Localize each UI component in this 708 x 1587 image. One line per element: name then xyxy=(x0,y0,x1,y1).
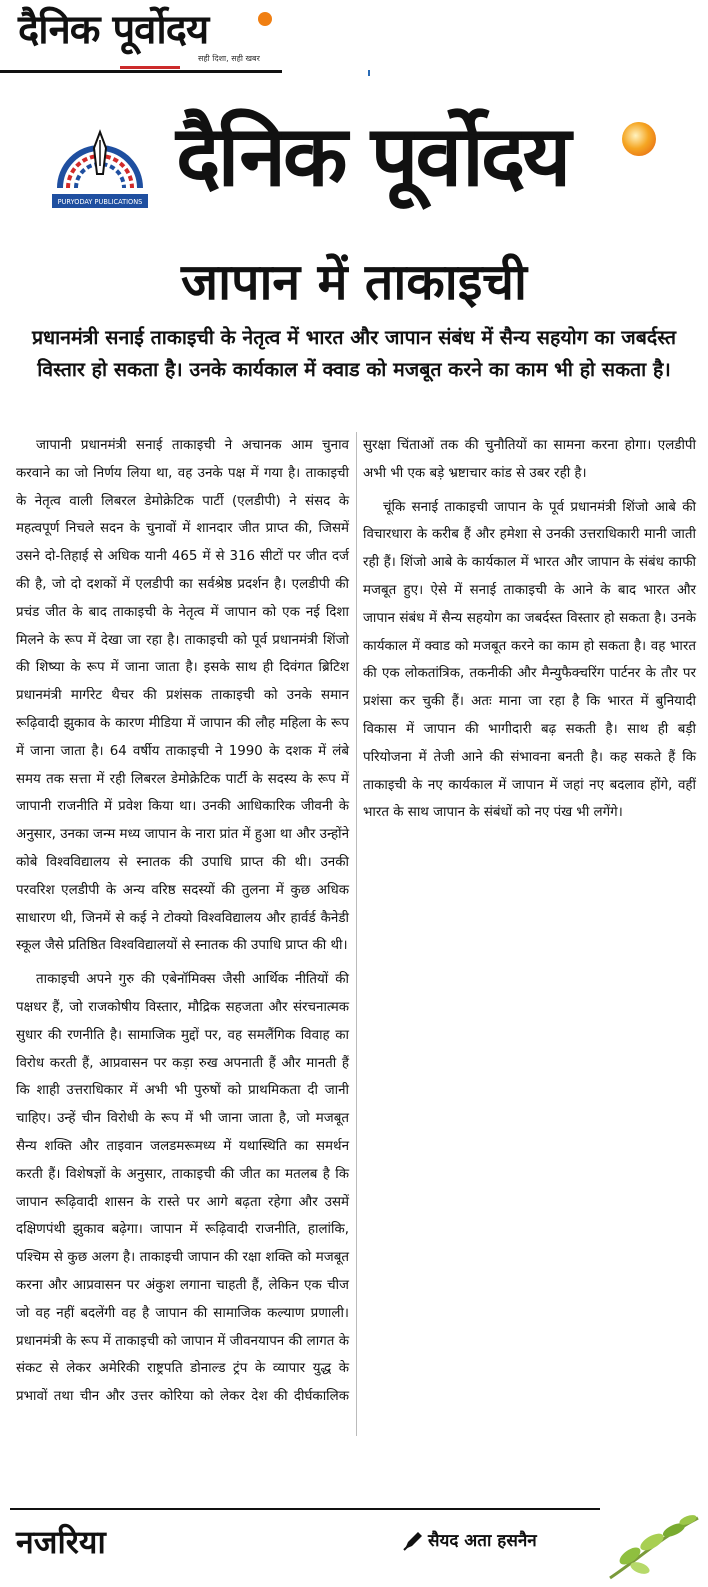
section-label: नजरिया xyxy=(16,1523,106,1561)
top-rule xyxy=(0,70,282,73)
article-body xyxy=(16,432,696,1436)
pen-icon xyxy=(402,1530,424,1552)
top-rule-accent xyxy=(120,66,180,69)
leaf-decoration-icon xyxy=(600,1498,704,1584)
sun-dot-icon xyxy=(258,12,272,26)
masthead-title: दैनिक पूर्वोदय xyxy=(176,107,569,205)
footer-rule xyxy=(10,1508,600,1510)
masthead-sun-icon xyxy=(622,122,656,156)
article-paragraph: जापानी प्रधानमंत्री सनाई ताकाइची ने अचानक आम चुनाव करवाने का जो निर्णय लिया था, वह उनके पक्ष में गया है। ताकाइची के नेतृत्व वाली लिबरल डेमोक्रेटिक पार्टी (एलडीपी) ने संसद के महत्वपूर्ण निचले सदन के चुनावों में शानदार जीत प्राप्त की, जिसमें उसने दो-तिहाई से अधिक यानी 465 में से 316 सीटों पर जीत दर्ज की है, जो दो दशकों में एलडीपी का सर्वश्रेष्ठ प्रदर्शन है। एलडीपी की प्रचंड जीत के बाद ताकाइची के नेतृत्व में जापान को एक नई दिशा मिलने के रूप में देखा जा रहा है। ताकाइची को पूर्व प्रधानमंत्री शिंजो की शिष्या के रूप में जाना जाता है। इसके साथ ही दिवंगत ब्रिटिश प्रधानमंत्री मार्गरेट थैचर की प्रशंसक ताकाइची को उनके समान रूढ़िवादी झुकाव के कारण मीडिया में जापान की लौह महिला के रूप में जाना जाता है। 64 वर्षीय ताकाइची ने 1990 के दशक में लंबे समय तक सत्ता में रही लिबरल डेमोक्रेटिक पार्टी के सदस्य के रूप में जापानी राजनीति में प्रवेश किया था। उनकी आधिकारिक जीवनी के अनुसार, उनका जन्म मध्य जापान के नारा प्रांत में हुआ था और उन्होंने कोबे विश्वविद्यालय से स्नातक की उपाधि प्राप्त की थी। उनकी परवरिश एलडीपी के अन्य वरिष्ठ सदस्यों की तुलना में कुछ अधिक साधारण थी, जिनमें से कई ने टोक्यो विश्वविद्यालय और हार्वर्ड कैनेडी स्कूल जैसे प्रतिष्ठित विश्वविद्यालयों से स्नातक की उपाधि प्राप्त की थी। xyxy=(16,438,349,954)
emblem-caption: PURYODAY PUBLICATIONS xyxy=(57,198,143,206)
article-paragraph: ताकाइची अपने गुरु की एबेनॉमिक्स जैसी आर्थिक नीतियों की पक्षधर हैं, जो राजकोषीय विस्तार, मौद्रिक सहजता और संरचनात्मक सुधार की रणनीति है। सामाजिक मुद्दों पर, वह समलैंगिक विवाह का विरोध करती हैं, आप्रवासन पर कड़ा रुख अपनाती हैं और मानती हैं कि शाही उत्तराधिकार में अभी भी पुरुषों को प्राथमिकता दी जानी चाहिए। उन्हें चीन विरोधी के रूप में भी जाना जाता है, जो मजबूत सैन्य शक्ति और ताइवान जलडमरूमध्य में यथास्थिति का समर्थन करती हैं। विशेषज्ञों के अनुसार, ताकाइची की जीत का मतलब है कि जापान रूढ़िवादी शासन के रास्ते पर आगे बढ़ता रहेगा और उसमें दक्षिणपंथी झुकाव बढ़ेगा। जापान में रूढ़िवादी राजनीति, हालांकि, पश्चिम से कुछ अलग है। ताकाइची जापान की रक्षा शक्ति को मजबूत करना और आप्रवासन पर अंकुश लगाना चाहती हैं, लेकिन एक चीज जो वह नहीं बदलेंगी वह है जापान की सामाजिक कल्याण प्रणाली। प्रधानमंत्री के रूप में ताकाइची को जापान में जीवनयापन की लागत के संकट से लेकर अमेरिकी राष्ट्रपति डोनाल्ड ट्रंप के व्यापार युद्ध के प्रभावों तथा चीन और उत्तर कोरिया को लेकर देश की दीर्घकालिक सुरक्षा चिंताओं तक की चुनौतियों का सामना करना होगा। एलडीपी अभी भी एक बड़े भ्रष्टाचार कांड से उबर रही है। xyxy=(16,438,696,1405)
article-lede: प्रधानमंत्री सनाई ताकाइची के नेतृत्व में भारत और जापान संबंध में सैन्य सहयोग का जबर्दस्त विस्तार हो सकता है। उनके कार्यकाल में क्वाड को मजबूत करने का काम भी हो सकता है। xyxy=(32,326,676,381)
top-tick-mark xyxy=(368,70,370,76)
top-logo-text: दैनिक पूर्वोदय xyxy=(18,7,209,53)
top-strip xyxy=(0,0,708,80)
article-headline: जापान में ताकाइची xyxy=(181,253,527,311)
publication-emblem-icon xyxy=(48,118,152,214)
article-paragraph: चूंकि सनाई ताकाइची जापान के पूर्व प्रधानमंत्री शिंजो आबे की विचारधारा के करीब हैं और हमेशा से उनकी उत्तराधिकारी मानी जाती रही हैं। शिंजो आबे के कार्यकाल में भारत और जापान के संबंध काफी मजबूत हुए। ऐसे में सनाई ताकाइची के आने के बाद भारत और जापान संबंध में सैन्य सहयोग का जबर्दस्त विस्तार हो सकता है। उनके कार्यकाल में क्वाड को मजबूत करने का काम हो सकता है। वह भारत की एक लोकतांत्रिक, तकनीकी और मैन्युफैक्चरिंग पार्टनर के तौर पर प्रशंसा कर चुकी हैं। अतः माना जा रहा है कि भारत में बुनियादी विकास में जापान की भागीदारी बढ़ सकती है। साथ ही बड़ी परियोजना में तेजी आने की संभावना बनती है। कह सकते हैं कि ताकाइची के नए कार्यकाल में जापान में जहां नए बदलाव होंगे, वहीं भारत के साथ जापान के संबंधों को नए पंख भी लगेंगे। xyxy=(363,499,696,821)
top-tagline: सही दिशा, सही खबर xyxy=(198,54,260,63)
author-byline: सैयद अता हसनैन xyxy=(428,1531,537,1551)
masthead xyxy=(0,100,708,220)
